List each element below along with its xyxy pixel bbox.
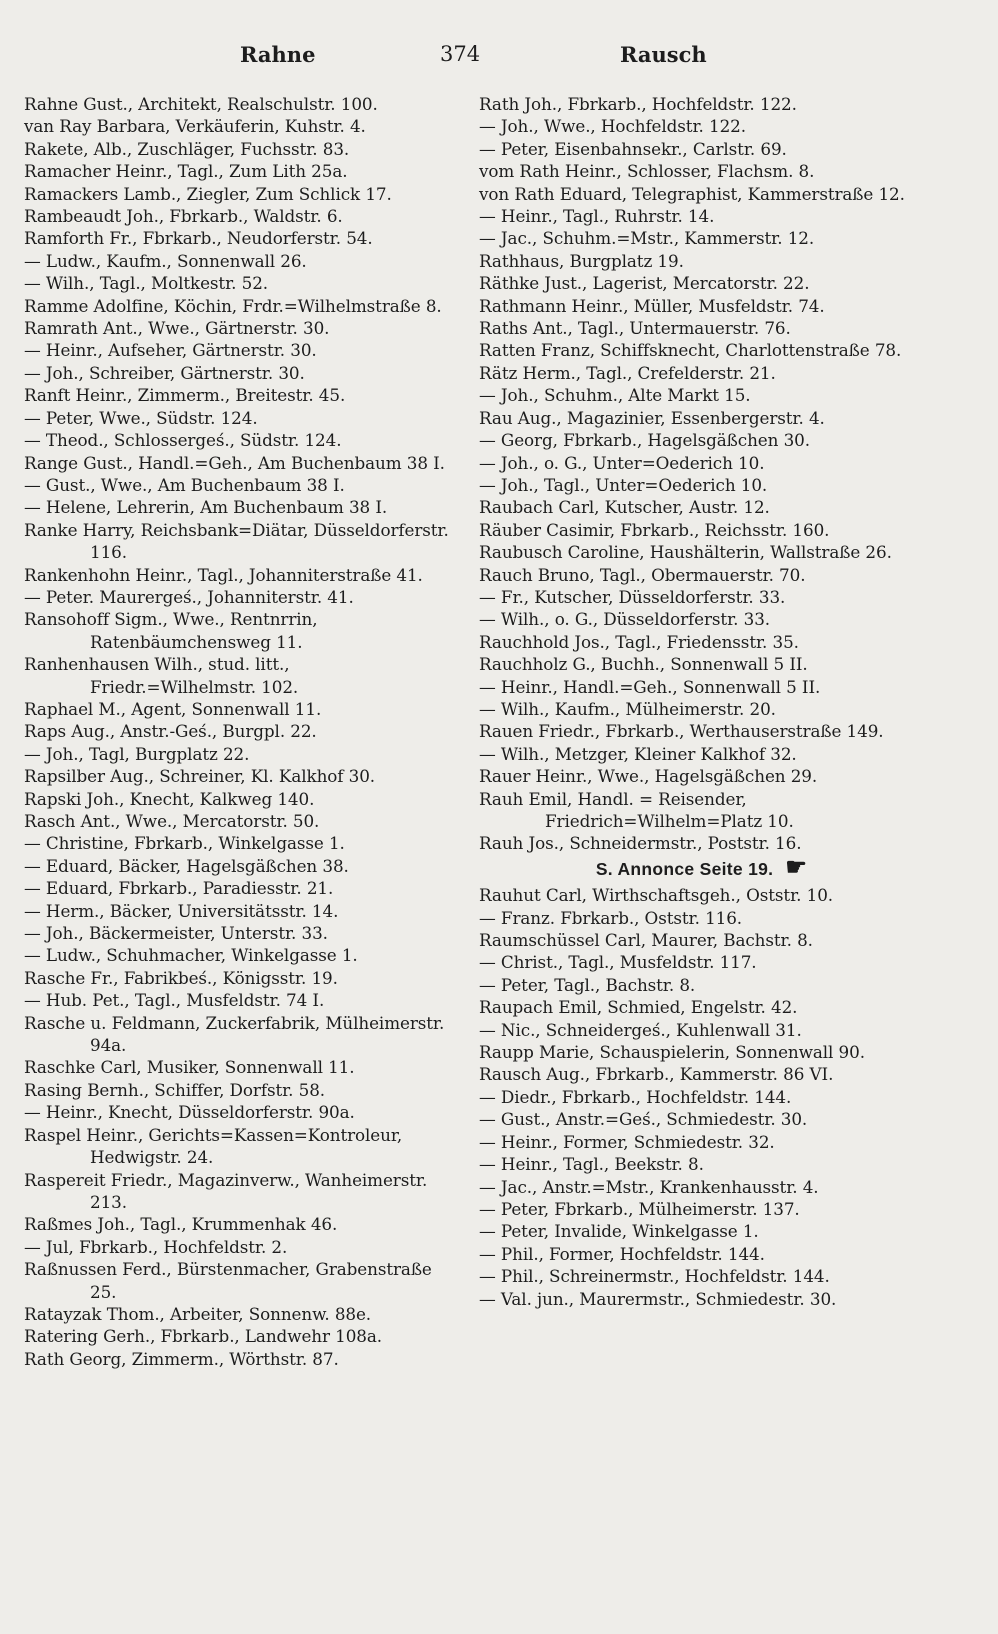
directory-entry: Rasing Bernh., Schiffer, Dorfstr. 58. <box>24 1079 326 1100</box>
running-head-left: Rahne <box>240 42 316 67</box>
directory-entry: — Peter, Fbrkarb., Mülheimerstr. 137. <box>479 1198 800 1219</box>
directory-entry: — Theod., Schlossergeś., Südstr. 124. <box>24 430 342 451</box>
directory-entry: — Eduard, Bäcker, Hagelsgäßchen 38. <box>24 855 349 876</box>
directory-entry: — Joh., Wwe., Hochfeldstr. 122. <box>479 116 746 137</box>
directory-entry: Rakete, Alb., Zuschläger, Fuchsstr. 83. <box>24 138 350 159</box>
directory-entry: — Joh., Schreiber, Gärtnerstr. 30. <box>24 362 305 383</box>
directory-entry: Rauen Friedr., Fbrkarb., Werthauserstraße 149. <box>479 721 884 742</box>
directory-entry: — Gust., Wwe., Am Buchenbaum 38 I. <box>24 474 345 495</box>
directory-entry: — Jac., Anstr.=Mstr., Krankenhausstr. 4. <box>479 1176 819 1197</box>
directory-entry: — Fr., Kutscher, Düsseldorferstr. 33. <box>479 586 786 607</box>
directory-entry: — Jac., Schuhm.=Mstr., Kammerstr. 12. <box>479 228 815 249</box>
directory-entry: Raschke Carl, Musiker, Sonnenwall 11. <box>24 1057 355 1078</box>
directory-entry: — Christine, Fbrkarb., Winkelgasse 1. <box>24 833 345 854</box>
directory-entry: — Joh., Schuhm., Alte Markt 15. <box>479 385 751 406</box>
directory-entry: Rauchhold Jos., Tagl., Friedensstr. 35. <box>479 631 799 652</box>
directory-entry: Ramforth Fr., Fbrkarb., Neudorferstr. 54. <box>24 228 373 249</box>
directory-entry: Rauh Jos., Schneidermstr., Poststr. 16. <box>479 833 802 854</box>
directory-entry: — Heinr., Tagl., Ruhrstr. 14. <box>479 206 715 227</box>
directory-entry: Rasch Ant., Wwe., Mercatorstr. 50. <box>24 811 320 831</box>
directory-entry: Ranft Heinr., Zimmerm., Breitestr. 45. <box>24 385 346 406</box>
directory-entry: Ramrath Ant., Wwe., Gärtnerstr. 30. <box>24 318 330 339</box>
directory-entry: Rau Aug., Magazinier, Essenbergerstr. 4. <box>479 407 825 428</box>
directory-entry: — Georg, Fbrkarb., Hagelsgäßchen 30. <box>479 430 810 451</box>
directory-entry: Raubach Carl, Kutscher, Austr. 12. <box>479 497 770 518</box>
directory-entry: Raspel Heinr., Gerichts=Kassen=Kontroleur, Hedwigstr. 24. <box>24 1124 403 1168</box>
directory-entry: Ratering Gerh., Fbrkarb., Landwehr 108a. <box>24 1326 383 1347</box>
directory-entry: Rapsilber Aug., Schreiner, Kl. Kalkhof 30. <box>24 766 376 787</box>
right-column-lower <box>479 884 924 1310</box>
directory-entry: — Peter, Tagl., Bachstr. 8. <box>479 974 696 995</box>
directory-entry: — Phil., Schreinermstr., Hochfeldstr. 144. <box>479 1266 830 1287</box>
directory-entry: — Joh., Bäckermeister, Unterstr. 33. <box>24 923 328 944</box>
directory-entry: Ransohoff Sigm., Wwe., Rentnrrin, Ratenbäumchensweg 11. <box>24 609 318 652</box>
directory-entry: — Helene, Lehrerin, Am Buchenbaum 38 I. <box>24 497 388 518</box>
annonce-text: S. Annonce Seite 19. <box>595 858 774 879</box>
directory-entry: — Val. jun., Maurermstr., Schmiedestr. 30. <box>479 1288 837 1309</box>
directory-entry: Rätz Herm., Tagl., Crefelderstr. 21. <box>479 362 776 383</box>
right-column-upper <box>479 93 924 855</box>
directory-entry: — Franz. Fbrkarb., Oststr. 116. <box>479 907 743 928</box>
directory-entry: Rambeaudt Joh., Fbrkarb., Waldstr. 6. <box>24 206 343 227</box>
directory-entry: — Heinr., Aufseher, Gärtnerstr. 30. <box>24 340 317 361</box>
directory-entry: — Joh., Tagl., Unter=Oederich 10. <box>479 474 768 495</box>
directory-entry: — Heinr., Former, Schmiedestr. 32. <box>479 1131 775 1152</box>
directory-entry: Raupp Marie, Schauspielerin, Sonnenwall 90. <box>479 1042 865 1063</box>
directory-entry: Ramackers Lamb., Ziegler, Zum Schlick 17. <box>24 183 392 204</box>
directory-entry: Ratten Franz, Schiffsknecht, Charlottenstraße 78. <box>479 340 902 361</box>
directory-entry: Rathhaus, Burgplatz 19. <box>479 250 684 271</box>
directory-entry: — Heinr., Knecht, Düsseldorferstr. 90a. <box>24 1102 355 1123</box>
directory-entry: Rasche u. Feldmann, Zuckerfabrik, Mülheimerstr. 94a. <box>24 1012 445 1056</box>
page-number: 374 <box>440 42 481 66</box>
directory-entry: Ramacher Heinr., Tagl., Zum Lith 25a. <box>24 161 348 182</box>
directory-entry: Raps Aug., Anstr.-Geś., Burgpl. 22. <box>24 721 317 742</box>
directory-entry: — Christ., Tagl., Musfeldstr. 117. <box>479 952 757 973</box>
directory-entry: — Ludw., Schuhmacher, Winkelgasse 1. <box>24 945 358 966</box>
directory-entry: Ranke Harry, Reichsbank=Diätar, Düsseldorferstr. 116. <box>24 519 449 563</box>
directory-entry: — Peter. Maurergeś., Johanniterstr. 41. <box>24 586 354 607</box>
directory-entry: vom Rath Heinr., Schlosser, Flachsm. 8. <box>479 161 815 182</box>
directory-entry: — Wilh., o. G., Düsseldorferstr. 33. <box>479 609 771 630</box>
directory-entry: Raspereit Friedr., Magazinverw., Wanheimerstr. 213. <box>24 1169 428 1212</box>
directory-entry: — Gust., Anstr.=Geś., Schmiedestr. 30. <box>479 1109 808 1130</box>
directory-entry: Räthke Just., Lagerist, Mercatorstr. 22. <box>479 273 810 294</box>
directory-entry: — Hub. Pet., Tagl., Musfeldstr. 74 I. <box>24 990 325 1011</box>
directory-entry: — Wilh., Tagl., Moltkestr. 52. <box>24 273 269 294</box>
running-head-right: Rausch <box>620 42 707 67</box>
directory-entry: Raths Ant., Tagl., Untermauerstr. 76. <box>479 318 791 339</box>
directory-entry: — Heinr., Handl.=Geh., Sonnenwall 5 II. <box>479 676 821 697</box>
directory-entry: — Jul, Fbrkarb., Hochfeldstr. 2. <box>24 1236 288 1257</box>
directory-entry: — Peter, Wwe., Südstr. 124. <box>24 407 258 428</box>
directory-entry: — Heinr., Tagl., Beekstr. 8. <box>479 1154 704 1175</box>
directory-entry: Rauer Heinr., Wwe., Hagelsgäßchen 29. <box>479 766 818 787</box>
directory-entry: Raupach Emil, Schmied, Engelstr. 42. <box>479 997 798 1018</box>
directory-entry: — Eduard, Fbrkarb., Paradiesstr. 21. <box>24 878 334 899</box>
directory-entry: Rausch Aug., Fbrkarb., Kammerstr. 86 VI. <box>479 1064 834 1085</box>
directory-entry: — Herm., Bäcker, Universitätsstr. 14. <box>24 900 339 921</box>
left-column <box>24 93 456 1370</box>
directory-entry: — Joh., o. G., Unter=Oederich 10. <box>479 452 765 473</box>
directory-entry: Rauh Emil, Handl. = Reisender, Friedrich=Wilhelm=Platz 10. <box>479 788 794 831</box>
directory-entry: — Peter, Eisenbahnsekr., Carlstr. 69. <box>479 138 787 159</box>
directory-entry: Rath Joh., Fbrkarb., Hochfeldstr. 122. <box>479 94 797 114</box>
directory-entry: — Joh., Tagl, Burgplatz 22. <box>24 743 250 764</box>
directory-entry: — Wilh., Metzger, Kleiner Kalkhof 32. <box>479 743 797 764</box>
directory-entry: van Ray Barbara, Verkäuferin, Kuhstr. 4. <box>24 116 366 137</box>
directory-entry: von Rath Eduard, Telegraphist, Kammerstraße 12. <box>479 183 905 204</box>
directory-entry: Ramme Adolfine, Köchin, Frdr.=Wilhelmstraße 8. <box>24 295 442 316</box>
directory-entry: — Ludw., Kaufm., Sonnenwall 26. <box>24 250 307 271</box>
right-column <box>479 93 924 1310</box>
directory-entry: Range Gust., Handl.=Geh., Am Buchenbaum 38 I. <box>24 452 445 473</box>
directory-entry: — Wilh., Kaufm., Mülheimerstr. 20. <box>479 698 776 719</box>
pointing-hand-icon: ☛ <box>785 853 808 881</box>
directory-entry: — Nic., Schneidergeś., Kuhlenwall 31. <box>479 1019 802 1040</box>
directory-entry: Rasche Fr., Fabrikbeś., Königsstr. 19. <box>24 967 338 988</box>
directory-entry: Ratayzak Thom., Arbeiter, Sonnenw. 88e. <box>24 1303 372 1324</box>
directory-entry: Raumschüssel Carl, Maurer, Bachstr. 8. <box>479 930 813 951</box>
directory-entry: Raßmes Joh., Tagl., Krummenhak 46. <box>24 1214 338 1235</box>
directory-entry: — Phil., Former, Hochfeldstr. 144. <box>479 1243 765 1264</box>
directory-entry: — Diedr., Fbrkarb., Hochfeldstr. 144. <box>479 1086 792 1107</box>
directory-entry: Raphael M., Agent, Sonnenwall 11. <box>24 698 322 719</box>
directory-entry: Rathmann Heinr., Müller, Musfeldstr. 74. <box>479 295 825 316</box>
directory-entry: Raßnussen Ferd., Bürstenmacher, Grabenstraße 25. <box>24 1259 432 1302</box>
directory-entry: Rahne Gust., Architekt, Realschulstr. 100. <box>24 94 378 114</box>
directory-entry: Räuber Casimir, Fbrkarb., Reichsstr. 160. <box>479 519 830 540</box>
directory-entry: Rauchholz G., Buchh., Sonnenwall 5 II. <box>479 654 808 675</box>
directory-entry: Rauch Bruno, Tagl., Obermauerstr. 70. <box>479 564 806 585</box>
directory-entry: Ranhenhausen Wilh., stud. litt., Friedr.=Wilhelmstr. 102. <box>24 654 299 697</box>
directory-entry: Rauhut Carl, Wirthschaftsgeh., Oststr. 10. <box>479 885 833 906</box>
directory-entry: Raubusch Caroline, Haushälterin, Wallstraße 26. <box>479 542 892 563</box>
directory-entry: Rankenhohn Heinr., Tagl., Johanniterstraße 41. <box>24 564 423 585</box>
directory-entry: Rapski Joh., Knecht, Kalkweg 140. <box>24 788 315 809</box>
annonce-reference <box>479 853 924 881</box>
directory-entry: Rath Georg, Zimmerm., Wörthstr. 87. <box>24 1348 339 1369</box>
directory-entry: — Peter, Invalide, Winkelgasse 1. <box>479 1221 759 1242</box>
